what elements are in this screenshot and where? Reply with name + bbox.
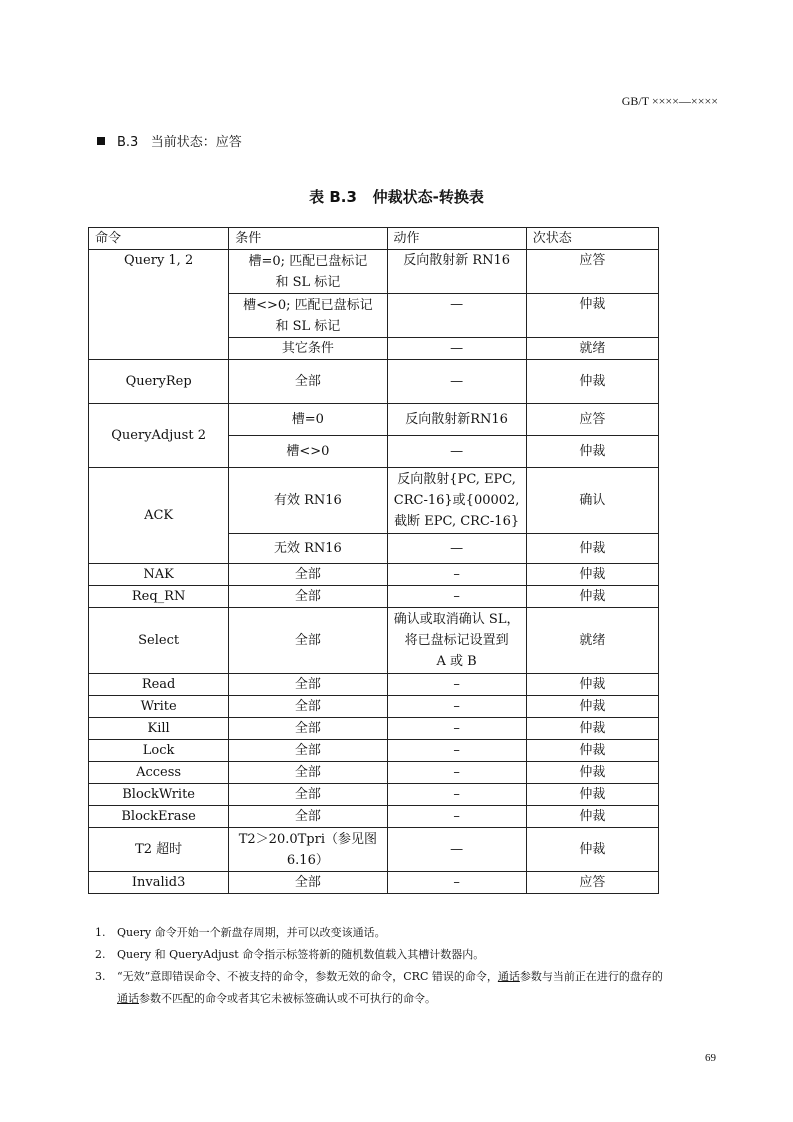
command-cell: QueryAdjust 2 xyxy=(89,404,229,468)
command-cell: ACK xyxy=(89,468,229,564)
next-state-cell: 应答 xyxy=(526,872,658,894)
action-cell: – xyxy=(387,564,526,586)
action-cell: 反向散射新 RN16 xyxy=(387,250,526,294)
action-cell: – xyxy=(387,762,526,784)
table-row xyxy=(89,872,659,894)
table-notes xyxy=(95,922,725,1010)
table-row xyxy=(89,696,659,718)
note-2: 2. Query 和 QueryAdjust 命令指示标签将新的随机数值载入其槽计数器内。 xyxy=(95,948,485,961)
next-state-cell: 仲裁 xyxy=(526,784,658,806)
condition-cell: 槽=0; 匹配已盘标记 和 SL 标记 xyxy=(229,250,387,294)
table-row xyxy=(89,564,659,586)
action-cell: — xyxy=(387,294,526,338)
table-row xyxy=(89,360,659,404)
table-row xyxy=(89,608,659,674)
note-1: 1. Query 命令开始一个新盘存周期，并可以改变该通话。 xyxy=(95,926,386,939)
table-row xyxy=(89,404,659,436)
table-header-row xyxy=(89,228,659,250)
action-cell: — xyxy=(387,436,526,468)
condition-cell: 全部 xyxy=(229,784,387,806)
next-state-cell: 仲裁 xyxy=(526,586,658,608)
command-cell: Access xyxy=(89,762,229,784)
next-state-cell: 就绪 xyxy=(526,608,658,674)
command-cell: Req_RN xyxy=(89,586,229,608)
command-cell: Invalid3 xyxy=(89,872,229,894)
table-row xyxy=(89,586,659,608)
next-state-cell: 仲裁 xyxy=(526,762,658,784)
condition-cell: 全部 xyxy=(229,806,387,828)
next-state-cell: 确认 xyxy=(526,468,658,534)
next-state-cell: 仲裁 xyxy=(526,294,658,338)
next-state-cell: 仲裁 xyxy=(526,436,658,468)
command-cell: Lock xyxy=(89,740,229,762)
table-row xyxy=(89,468,659,534)
page-number: 69 xyxy=(705,1052,716,1064)
table-row xyxy=(89,762,659,784)
condition-cell: 全部 xyxy=(229,586,387,608)
table-row xyxy=(89,806,659,828)
command-cell: QueryRep xyxy=(89,360,229,404)
action-cell: – xyxy=(387,586,526,608)
square-bullet-icon xyxy=(97,137,105,145)
condition-cell: 全部 xyxy=(229,762,387,784)
action-cell: — xyxy=(387,338,526,360)
condition-cell: 全部 xyxy=(229,718,387,740)
action-cell: — xyxy=(387,828,526,872)
next-state-cell: 仲裁 xyxy=(526,718,658,740)
table-row xyxy=(89,784,659,806)
next-state-cell: 仲裁 xyxy=(526,564,658,586)
column-header: 条件 xyxy=(229,228,387,250)
section-heading xyxy=(97,131,242,150)
table-caption-title: 仲裁状态-转换表 xyxy=(372,188,484,206)
table-row xyxy=(89,674,659,696)
command-cell: Select xyxy=(89,608,229,674)
command-cell: BlockWrite xyxy=(89,784,229,806)
next-state-cell: 仲裁 xyxy=(526,828,658,872)
next-state-cell: 仲裁 xyxy=(526,806,658,828)
section-title: 当前状态：应答 xyxy=(150,135,242,150)
table-row xyxy=(89,718,659,740)
next-state-cell: 仲裁 xyxy=(526,534,658,564)
next-state-cell: 仲裁 xyxy=(526,674,658,696)
command-cell: Kill xyxy=(89,718,229,740)
condition-cell: 槽<>0; 匹配已盘标记 和 SL 标记 xyxy=(229,294,387,338)
state-transition-table xyxy=(88,227,659,894)
next-state-cell: 应答 xyxy=(526,404,658,436)
note-3-continued: 通话参数不匹配的命令或者其它未被标签确认或不可执行的命令。 xyxy=(117,992,436,1005)
table-caption xyxy=(0,186,793,207)
command-cell: Read xyxy=(89,674,229,696)
action-cell: — xyxy=(387,360,526,404)
table-row xyxy=(89,828,659,872)
next-state-cell: 仲裁 xyxy=(526,740,658,762)
action-cell: 确认或取消确认 SL， 将已盘标记设置到 A 或 B xyxy=(387,608,526,674)
action-cell: – xyxy=(387,696,526,718)
next-state-cell: 仲裁 xyxy=(526,360,658,404)
document-code: GB/T ××××—×××× xyxy=(621,94,718,108)
table-row xyxy=(89,250,659,294)
command-cell: Write xyxy=(89,696,229,718)
condition-cell: 全部 xyxy=(229,872,387,894)
section-number: B.3 xyxy=(117,135,139,150)
action-cell: 反向散射新RN16 xyxy=(387,404,526,436)
action-cell: – xyxy=(387,740,526,762)
action-cell: – xyxy=(387,784,526,806)
next-state-cell: 仲裁 xyxy=(526,696,658,718)
command-cell: BlockErase xyxy=(89,806,229,828)
condition-cell: 槽<>0 xyxy=(229,436,387,468)
action-cell: – xyxy=(387,674,526,696)
condition-cell: 全部 xyxy=(229,564,387,586)
condition-cell: 全部 xyxy=(229,608,387,674)
command-cell: NAK xyxy=(89,564,229,586)
condition-cell: 槽=0 xyxy=(229,404,387,436)
condition-cell: 全部 xyxy=(229,696,387,718)
condition-cell: 全部 xyxy=(229,740,387,762)
table-row xyxy=(89,740,659,762)
action-cell: – xyxy=(387,872,526,894)
condition-cell: 有效 RN16 xyxy=(229,468,387,534)
action-cell: — xyxy=(387,534,526,564)
next-state-cell: 就绪 xyxy=(526,338,658,360)
command-cell: T2 超时 xyxy=(89,828,229,872)
note-3: 3. “无效”意即错误命令、不被支持的命令，参数无效的命令，CRC 错误的命令，通话参数与当前正在进行的盘存的 xyxy=(95,970,663,983)
condition-cell: 全部 xyxy=(229,360,387,404)
column-header: 命令 xyxy=(89,228,229,250)
command-cell: Query 1, 2 xyxy=(89,250,229,360)
column-header: 次状态 xyxy=(526,228,658,250)
condition-cell: 全部 xyxy=(229,674,387,696)
next-state-cell: 应答 xyxy=(526,250,658,294)
action-cell: – xyxy=(387,806,526,828)
table-caption-number: 表 B.3 xyxy=(309,188,357,206)
condition-cell: 其它条件 xyxy=(229,338,387,360)
condition-cell: 无效 RN16 xyxy=(229,534,387,564)
action-cell: 反向散射{PC, EPC, CRC-16}或{00002, 截断 EPC, CRC-16} xyxy=(387,468,526,534)
column-header: 动作 xyxy=(387,228,526,250)
action-cell: – xyxy=(387,718,526,740)
condition-cell: T2＞20.0Tpri（参见图 6.16） xyxy=(229,828,387,872)
